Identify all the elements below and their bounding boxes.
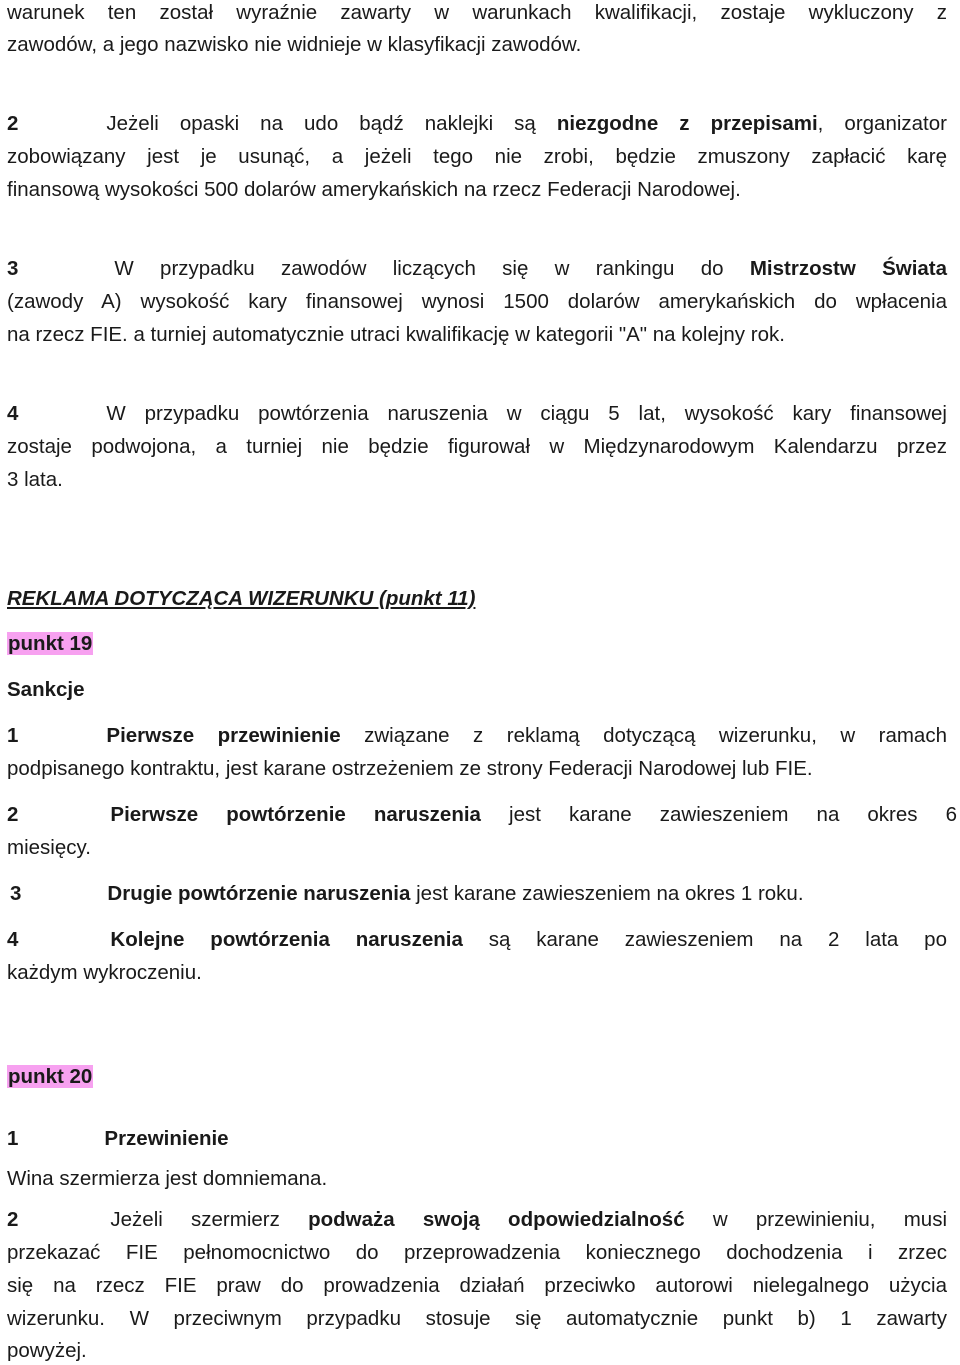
paragraph-4-line-2: zostaje podwojona, a turniej nie będzie figurował w Międzynarodowym Kalendarzu przez	[7, 435, 947, 458]
sanction-4-line-2: każdym wykroczeniu.	[7, 961, 202, 984]
bold-text: Mistrzostw Świata	[749, 257, 948, 280]
text: Jeżeli opaski na udo bądź naklejki są	[106, 112, 536, 135]
sanction-number: 2	[7, 803, 19, 826]
paragraph-4-line-1	[7, 401, 947, 427]
intro-line-1: warunek ten został wyraźnie zawarty w warunkach kwalifikacji, zostaje wykluczony z	[7, 1, 947, 24]
text: jest karane zawieszeniem na okres 1 roku.	[416, 882, 804, 905]
text: Jeżeli szermierz	[110, 1208, 280, 1231]
sankcje-heading: Sankcje	[7, 678, 85, 701]
paragraph-2-line-2: zobowiązany jest je usunąć, a jeżeli tego nie zrobi, będzie zmuszony zapłacić karę	[7, 145, 947, 168]
sanction-number: 4	[7, 928, 19, 951]
text: w przewinieniu, musi	[712, 1208, 947, 1231]
item-2-line-3: się na rzecz FIE praw do prowadzenia działań przeciwko autorowi nielegalnego użycia	[7, 1274, 947, 1297]
item-1-line-2: Wina szermierza jest domniemana.	[7, 1167, 328, 1190]
paragraph-3-line-3: na rzecz FIE. a turniej automatycznie utraci kwalifikację w kategorii "A" na kolejny rok.	[7, 323, 785, 346]
bold-text: Pierwsze powtórzenie naruszenia	[110, 803, 481, 826]
item-2-line-2: przekazać FIE pełnomocnictwo do przeprowadzenia koniecznego dochodzenia i zrzec	[7, 1241, 947, 1264]
sanction-4-line-1	[7, 927, 947, 953]
sanction-number: 3	[10, 882, 22, 905]
item-2-line-5: powyżej.	[7, 1339, 87, 1362]
text: związane z reklamą dotyczącą wizerunku, w ramach	[364, 724, 947, 747]
paragraph-number: 3	[7, 257, 19, 280]
sanction-1-line-1	[7, 723, 947, 749]
bold-text: Pierwsze przewinienie	[106, 724, 341, 747]
item-number: 1	[7, 1127, 19, 1150]
item-2-line-4: wizerunku. W przeciwnym przypadku stosuje się automatycznie punkt b) 1 zawarty	[7, 1307, 947, 1330]
text: W przypadku powtórzenia naruszenia w ciągu 5 lat, wysokość kary finansowej	[106, 402, 947, 425]
sanction-3-line-1	[10, 881, 804, 907]
bold-text: podważa swoją odpowiedzialność	[308, 1208, 685, 1231]
paragraph-2-line-3: finansową wysokości 500 dolarów amerykańskich na rzecz Federacji Narodowej.	[7, 178, 741, 201]
punkt-20-label: punkt 20	[8, 1065, 93, 1088]
text: , organizator	[817, 112, 947, 135]
section-heading: REKLAMA DOTYCZĄCA WIZERUNKU (punkt 11)	[7, 587, 476, 610]
paragraph-number: 2	[7, 112, 19, 135]
sanction-2-line-1	[7, 802, 957, 828]
bold-text: Kolejne powtórzenia naruszenia	[110, 928, 463, 951]
text: jest karane zawieszeniem na okres 6	[509, 803, 957, 826]
intro-line-2: zawodów, a jego nazwisko nie widnieje w klasyfikacji zawodów.	[7, 33, 582, 56]
sanction-1-line-2: podpisanego kontraktu, jest karane ostrzeżeniem ze strony Federacji Narodowej lub FIE.	[7, 757, 813, 780]
item-2-line-1	[7, 1207, 947, 1233]
sanction-number: 1	[7, 724, 19, 747]
item-1-line-1	[7, 1126, 229, 1152]
bold-text: niezgodne z przepisami	[556, 112, 818, 135]
paragraph-4-line-3: 3 lata.	[7, 468, 63, 491]
text: są karane zawieszeniem na 2 lata po	[488, 928, 947, 951]
text: W przypadku zawodów liczących się w rankingu do	[114, 257, 724, 280]
bold-text: Przewinienie	[104, 1127, 229, 1150]
paragraph-2-line-1	[7, 111, 947, 137]
bold-text: Drugie powtórzenie naruszenia	[107, 882, 411, 905]
punkt-19-label: punkt 19	[8, 632, 93, 655]
item-number: 2	[7, 1208, 19, 1231]
paragraph-number: 4	[7, 402, 19, 425]
paragraph-3-line-1	[7, 256, 947, 282]
paragraph-3-line-2: (zawody A) wysokość kary finansowej wynosi 1500 dolarów amerykańskich do wpłacenia	[7, 290, 947, 313]
sanction-2-line-2: miesięcy.	[7, 836, 91, 859]
